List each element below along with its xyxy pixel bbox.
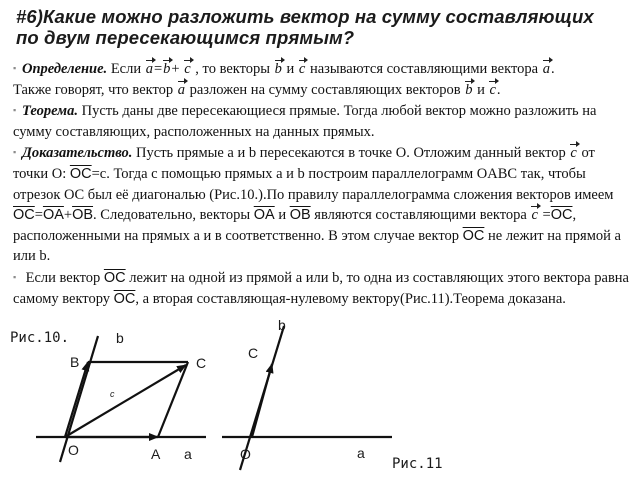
text-run: и [473,81,489,98]
vector-ob: $\overline{OB}$ [72,207,94,224]
figure-10 [10,330,206,462]
label-C: C [196,355,207,371]
vector-b: b [274,59,283,80]
text-run: , расположенными на прямых a и в соответственно. В этом случае вектор [13,207,577,244]
theorem-term: Теорема. [22,103,78,120]
vector-oc: $\overline{OC}$ [69,165,92,182]
text-run: , а вторая составляющая-нулевому вектору(Рис.11).Теорема доказана. [135,290,566,307]
bullet-icon: ▪ [13,147,17,158]
vector-b: b [162,59,171,80]
vector-oc-arrow [252,364,272,437]
vector-c: c [488,80,496,101]
text-run: . Следовательно, векторы [93,207,254,224]
bullet-icon: ▪ [13,105,17,116]
text-run: , то векторы [191,61,274,77]
definition-term: Определение. [22,61,108,77]
text-run: являются составляющими вектора [310,207,531,224]
proof-term: Доказательство. [22,145,133,162]
vector-c: c [530,205,538,226]
theorem-text: Пусть даны две пересекающиеся прямые. Тогда любой вектор можно разложить на сумму составляющих, расположенных на данных прямых. [13,103,597,140]
label-A: A [151,446,161,462]
vector-a: a [542,59,551,80]
page-title: #6)Какие можно разложить вектор на сумму составляющих по двум пересекающимся прямым? [16,6,594,48]
text-run: Если вектор [22,269,104,286]
figure-11 [222,317,443,472]
text-run: не лежит на прямой a или b. [13,227,621,265]
vector-a: a [145,59,154,80]
text-run: + [63,207,73,224]
vector-c: c [569,143,577,164]
vector-oc: $\overline{OC}$ [103,269,126,286]
text-run: лежит на одной из прямой a или b, то одна из составляющих этого вектора равна самому вектору [13,269,629,307]
figure-10-caption: Рис.10. [10,330,70,346]
vector-c: c [183,59,191,80]
label-a: a [357,445,365,461]
vector-oc: $\overline{OC}$ [13,207,35,224]
figure-11-caption: Рис.11 [392,456,443,472]
text-run: и [282,61,298,77]
text-run: Также говорят, что вектор [13,81,177,98]
text-run: + [171,61,184,77]
text-run: Пусть прямые a и b пересекаются в точке O. Отложим данный вектор [132,145,570,162]
text-run: Если [107,61,145,77]
vector-oa: $\overline{OA}$ [42,207,64,224]
label-b: b [278,317,286,333]
label-c: c [110,389,115,399]
text-run: . [550,61,555,77]
text-run: = [538,207,551,224]
text-run: . [496,81,501,98]
vector-c: c [298,59,306,80]
text-run: и [274,207,290,224]
text-run: = [153,61,163,77]
vector-b: b [464,80,473,101]
bullet-icon: ▪ [13,63,17,73]
vector-oc: $\overline{OC}$ [113,290,136,307]
vector-ob: $\overline{OB}$ [289,207,311,224]
label-O: O [68,442,79,458]
text-run: от точки O: [13,145,595,182]
bullet-icon: ▪ [13,271,17,282]
label-O: O [240,446,251,462]
vector-oc: $\overline{OC}$ [462,227,485,244]
text-run: = [34,207,43,224]
label-b: b [116,330,124,346]
vector-a: a [177,80,186,101]
label-a: a [184,446,192,462]
label-C: C [248,345,259,361]
text-run: разложен на сумму составляющих векторов [186,81,465,98]
vector-oc: $\overline{OC}$ [550,207,573,224]
text-run: =c. Тогда с помощью прямых a и b построим параллелограмм OABC так, чтобы отрезок OC был её диагональю (Рис.10.).По правилу параллелограмма сложения векторов имеем [13,165,614,203]
label-B: B [70,354,80,370]
text-run: называются составляющими вектора [306,61,542,77]
vector-oa: $\overline{OA}$ [253,207,275,224]
